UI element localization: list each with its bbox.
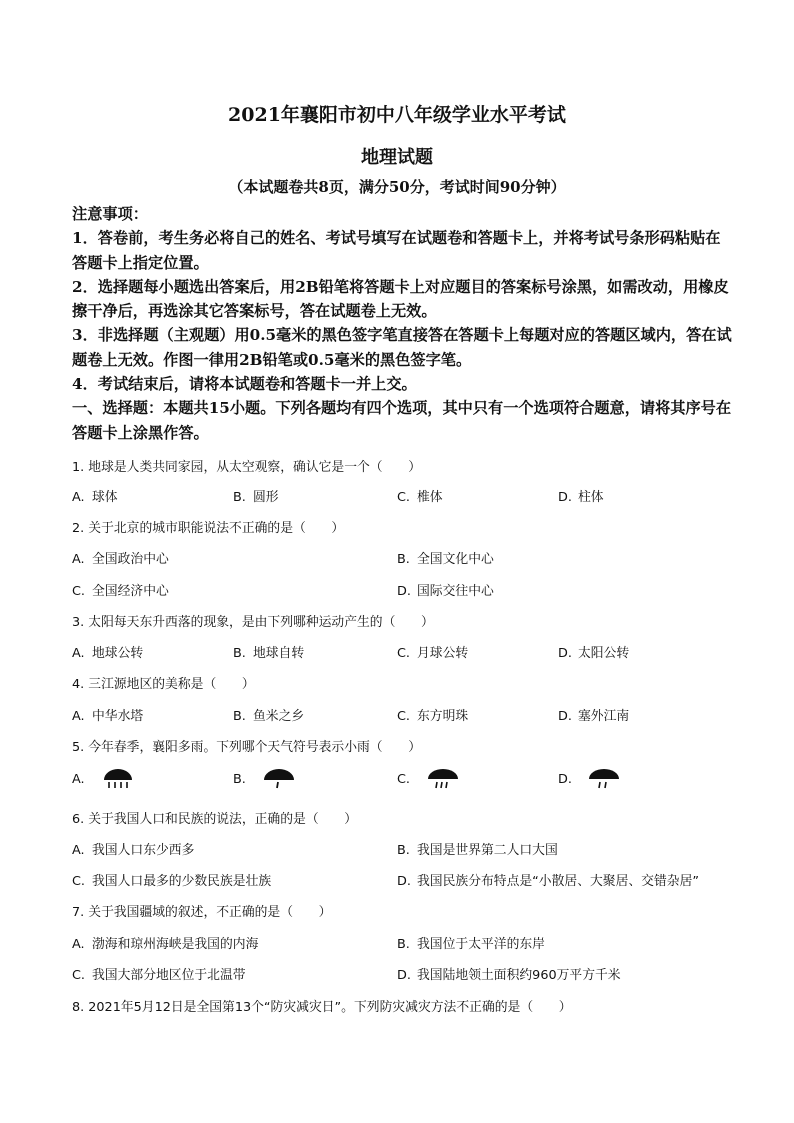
heavy-rain-icon: [586, 768, 622, 790]
option-letter: C.: [397, 709, 411, 724]
option-letter: B.: [233, 646, 246, 661]
option-letter: A.: [72, 709, 85, 724]
question-4-options: [72, 705, 752, 725]
option-c[interactable]: [72, 580, 169, 599]
rain-shower-icon: [100, 768, 136, 790]
option-text: 月球公转: [417, 646, 469, 661]
note-item-2: 2．选择题每小题选出答案后，用2B铅笔将答题卡上对应题目的答案标号涂黑，如需改动，用橡皮擦干净后，再选涂其它答案标号，答在试题卷上无效。: [72, 277, 729, 321]
option-letter: C.: [72, 968, 86, 983]
option-letter: A.: [72, 771, 85, 787]
option-letter: A.: [72, 843, 85, 858]
option-a[interactable]: [72, 933, 258, 952]
option-text: 球体: [92, 490, 118, 505]
option-letter: D.: [558, 771, 572, 787]
option-a[interactable]: [72, 768, 136, 790]
option-b[interactable]: [233, 642, 304, 661]
option-letter: C.: [397, 646, 411, 661]
option-text: 椎体: [417, 490, 443, 505]
question-6-stem: 6. 关于我国人口和民族的说法，正确的是（ ）: [72, 812, 358, 827]
option-letter: D.: [558, 646, 572, 661]
option-letter: C.: [72, 584, 86, 599]
question-7-options-row2: [72, 964, 752, 984]
option-letter: B.: [397, 937, 410, 952]
option-text: 全国经济中心: [92, 584, 169, 599]
option-c[interactable]: [397, 768, 461, 790]
option-d[interactable]: [558, 768, 622, 790]
option-d[interactable]: [397, 870, 699, 889]
option-a[interactable]: [72, 486, 118, 505]
option-c[interactable]: [397, 642, 468, 661]
question-3-options: [72, 642, 752, 662]
option-letter: C.: [397, 771, 411, 787]
option-letter: B.: [397, 552, 410, 567]
option-letter: D.: [558, 709, 572, 724]
option-text: 我国陆地领土面积约960万平方千米: [417, 968, 621, 983]
option-text: 地球公转: [92, 646, 144, 661]
question-2-stem: 2. 关于北京的城市职能说法不正确的是（ ）: [72, 521, 345, 536]
option-letter: B.: [233, 771, 246, 787]
option-b[interactable]: [397, 548, 494, 567]
option-text: 中华水塔: [92, 709, 144, 724]
exam-title: 2021年襄阳市初中八年级学业水平考试: [228, 104, 566, 126]
notes-block: [72, 202, 732, 445]
option-letter: B.: [233, 490, 246, 505]
exam-subtitle: 地理试题: [361, 147, 433, 168]
option-b[interactable]: [233, 768, 297, 790]
option-c[interactable]: [397, 705, 468, 724]
option-a[interactable]: [72, 548, 169, 567]
option-text: 地球自转: [253, 646, 305, 661]
option-text: 柱体: [578, 490, 604, 505]
moderate-rain-icon: [425, 768, 461, 790]
option-text: 塞外江南: [578, 709, 630, 724]
option-letter: C.: [72, 874, 86, 889]
question-5-stem: 5. 今年春季，襄阳多雨。下列哪个天气符号表示小雨（ ）: [72, 740, 421, 755]
note-item-4: 4．考试结束后，请将本试题卷和答题卡一并上交。: [72, 375, 417, 394]
option-letter: D.: [397, 584, 411, 599]
option-letter: D.: [558, 490, 572, 505]
option-text: 渤海和琼州海峡是我国的内海: [92, 937, 259, 952]
light-rain-icon: [261, 768, 297, 790]
question-2-options-row1: [72, 548, 752, 568]
question-5-options: [72, 768, 752, 794]
option-c[interactable]: [397, 486, 443, 505]
option-letter: B.: [397, 843, 410, 858]
option-text: 我国民族分布特点是“小散居、大聚居、交错杂居”: [417, 874, 699, 889]
option-d[interactable]: [558, 486, 604, 505]
option-b[interactable]: [233, 486, 279, 505]
notes-heading: 注意事项：: [72, 205, 148, 223]
option-text: 我国是世界第二人口大国: [417, 843, 558, 858]
question-3-stem: 3. 太阳每天东升西落的现象，是由下列哪种运动产生的（ ）: [72, 615, 434, 630]
option-text: 我国人口东少西多: [92, 843, 195, 858]
option-d[interactable]: [558, 642, 629, 661]
option-letter: A.: [72, 646, 85, 661]
option-a[interactable]: [72, 839, 194, 858]
option-letter: C.: [397, 490, 411, 505]
option-text: 太阳公转: [578, 646, 630, 661]
option-b[interactable]: [397, 839, 558, 858]
option-text: 全国文化中心: [417, 552, 494, 567]
option-d[interactable]: [397, 964, 621, 983]
option-letter: A.: [72, 937, 85, 952]
option-text: 我国大部分地区位于北温带: [92, 968, 246, 983]
option-d[interactable]: [558, 705, 629, 724]
exam-info: （本试题卷共8页，满分50分，考试时间90分钟）: [228, 178, 566, 196]
option-a[interactable]: [72, 642, 143, 661]
option-letter: A.: [72, 490, 85, 505]
option-letter: A.: [72, 552, 85, 567]
option-c[interactable]: [72, 870, 271, 889]
section-heading: 一、选择题：本题共15小题。下列各题均有四个选项，其中只有一个选项符合题意，请将其序号在答题卡上涂黑作答。: [72, 399, 732, 442]
question-7-stem: 7. 关于我国疆域的叙述，不正确的是（ ）: [72, 905, 332, 920]
option-text: 全国政治中心: [92, 552, 169, 567]
option-text: 鱼米之乡: [253, 709, 305, 724]
option-letter: D.: [397, 874, 411, 889]
option-a[interactable]: [72, 705, 143, 724]
option-d[interactable]: [397, 580, 494, 599]
option-text: 国际交往中心: [417, 584, 494, 599]
question-2-options-row2: [72, 580, 752, 600]
option-b[interactable]: [233, 705, 304, 724]
option-text: 我国位于太平洋的东岸: [417, 937, 545, 952]
option-text: 圆形: [253, 490, 279, 505]
option-text: 东方明珠: [417, 709, 469, 724]
note-item-3: 3．非选择题（主观题）用0.5毫米的黑色签字笔直接答在答题卡上每题对应的答题区域内，答在试题卷上无效。作图一律用2B铅笔或0.5毫米的黑色签字笔。: [72, 326, 732, 369]
question-6-options-row1: [72, 839, 752, 859]
option-letter: B.: [233, 709, 246, 724]
question-1-stem: 1. 地球是人类共同家园，从太空观察，确认它是一个（ ）: [72, 460, 421, 475]
option-c[interactable]: [72, 964, 246, 983]
question-6-options-row2: [72, 870, 752, 890]
question-7-options-row1: [72, 933, 752, 953]
question-1-options: [72, 486, 752, 506]
option-b[interactable]: [397, 933, 545, 952]
option-text: 我国人口最多的少数民族是壮族: [92, 874, 272, 889]
option-letter: D.: [397, 968, 411, 983]
question-4-stem: 4. 三江源地区的美称是（ ）: [72, 677, 255, 692]
note-item-1: 1．答卷前，考生务必将自己的姓名、考试号填写在试题卷和答题卡上，并将考试号条形码粘贴在答题卡上指定位置。: [72, 229, 721, 272]
question-8-stem: 8. 2021年5月12日是全国第13个“防灾减灾日”。下列防灾减灾方法不正确的是（ ）: [72, 1000, 572, 1015]
